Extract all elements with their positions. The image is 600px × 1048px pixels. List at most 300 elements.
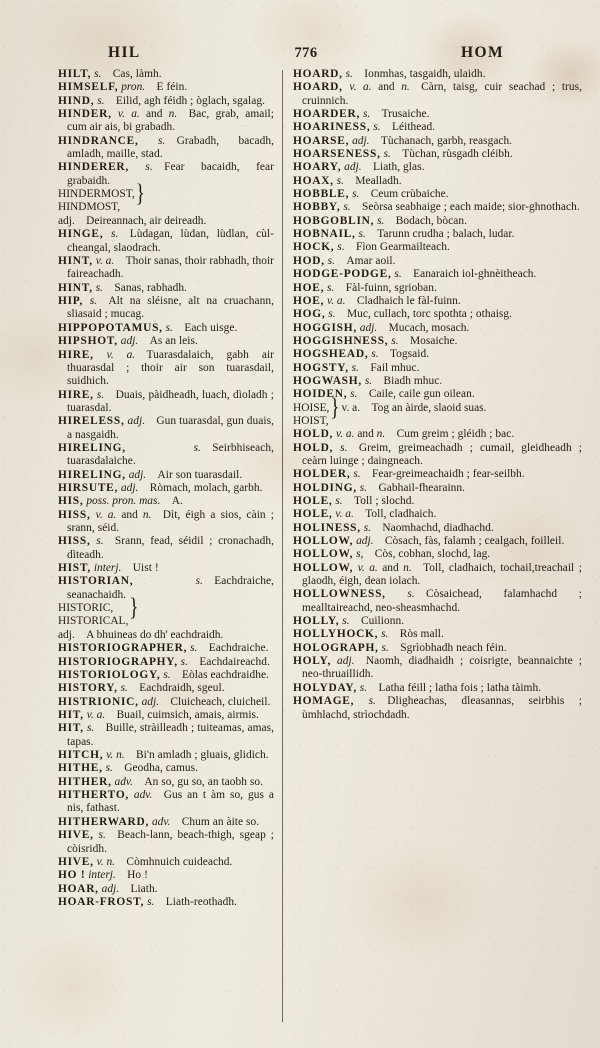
- entry-definition: Srann, fead, séidil ; cronachadh, dìteadh.: [67, 535, 275, 561]
- entry-definition: Gus an t àm so, gus a nis, fathast.: [67, 789, 274, 815]
- entry-definition: Bodach, bòcan.: [395, 214, 468, 227]
- dictionary-entry: [293, 135, 582, 148]
- entry-definition: E féin.: [156, 81, 188, 94]
- entry-part-of-speech: v. a.: [117, 108, 140, 121]
- entry-part-of-speech: s.: [342, 615, 350, 628]
- entry-part-of-speech: adv.: [114, 775, 133, 788]
- dictionary-entry: [58, 883, 274, 896]
- entry-definition: Chum an àite so.: [181, 815, 260, 828]
- dictionary-entry: [293, 508, 582, 521]
- entry-part-of-speech: s.: [336, 174, 344, 187]
- dictionary-entry: [293, 201, 582, 214]
- entry-part-of-speech: s.: [94, 68, 102, 80]
- entry-headword: HOLLYHOCK,: [293, 628, 379, 641]
- entry-part-of-speech: s.: [163, 669, 171, 682]
- entry-headword: HOLD,: [293, 441, 334, 454]
- entry-definition: Muc, cullach, torc spothta ; othaisg.: [346, 308, 513, 321]
- entry-headword: HISTORIOGRAPHY,: [58, 655, 178, 668]
- entry-part-of-speech: v. a.: [95, 508, 117, 521]
- entry-part-of-speech: s.: [97, 94, 105, 107]
- dictionary-entry: [293, 161, 582, 174]
- running-head-right: HOM: [461, 44, 504, 61]
- entry-headword: HOE,: [293, 294, 325, 307]
- entry-part-of-speech: v. a.: [357, 561, 378, 574]
- entry-definition: Biadh mhuc.: [383, 374, 443, 387]
- entry-headword: HOAR-FROST,: [58, 895, 145, 908]
- entry-headword: HINDRANCE,: [58, 134, 139, 147]
- entry-definition: Ròmach, molach, garbh.: [149, 481, 263, 494]
- dictionary-entry: HINDER, v. a. and n. Bac, grab, amail; cum air ais, bi grabadh.: [58, 108, 274, 134]
- entry-definition: Eachdraiche.: [208, 642, 269, 655]
- entry-part-of-speech: v. a.: [335, 508, 354, 521]
- entry-part-of-speech: s.: [351, 361, 359, 374]
- dictionary-entry: [293, 495, 582, 508]
- entry-part-of-speech: s.: [147, 895, 155, 908]
- dictionary-entry: [293, 522, 582, 535]
- dictionary-entry: [293, 615, 582, 628]
- entry-headword: HOLLOW,: [293, 548, 354, 561]
- entry-headword: HINT,: [58, 255, 93, 268]
- entry-part-of-speech: adv.: [133, 789, 153, 802]
- entry-part-of-speech: s.: [407, 588, 415, 601]
- dictionary-entry: HOLLOW, v. a. and n. Toll, cladhaich, tochail,treachail ; glaodh, éigh, dean iolach.: [293, 561, 582, 588]
- entry-part-of-speech-alt: n.: [376, 428, 386, 441]
- entry-definition: Naomhachd, diadhachd.: [382, 521, 494, 534]
- entry-definition: Toll, cladhaich.: [365, 508, 437, 521]
- entry-part-of-speech: s.: [377, 214, 385, 227]
- dictionary-entry: [293, 468, 582, 481]
- entry-headword: HOD,: [293, 254, 325, 267]
- entry-definition: Seòrsa seabhaige ; each maide; sior-ghnothach.: [361, 201, 580, 214]
- dictionary-entry: [293, 255, 582, 268]
- entry-definition: Tog an àirde, slaoid suas.: [371, 401, 487, 414]
- entry-definition: Liath-reothadh.: [165, 895, 238, 908]
- entry-headword: HOBBY,: [293, 201, 341, 214]
- entry-headword: HO !: [58, 869, 86, 882]
- entry-headword: HISTRIONIC,: [58, 695, 139, 708]
- entry-part-of-speech: s.: [383, 148, 391, 161]
- entry-definition: As an leis.: [149, 335, 198, 348]
- entry-part-of-speech: s.: [105, 762, 113, 775]
- dictionary-entry: [293, 148, 582, 161]
- entry-definition: Tarunn crudha ; balach, ludar.: [377, 228, 515, 241]
- entry-part-of-speech: s.: [96, 535, 104, 548]
- dictionary-entry: [58, 81, 274, 94]
- entry-part-of-speech: adj.: [337, 655, 355, 668]
- dictionary-entry: [293, 375, 582, 388]
- entry-definition: Tuarasdalaich, gabh air thuarasdal ; thoir air son tuarasdail, suidhich.: [67, 348, 274, 388]
- dictionary-entry: [58, 415, 274, 442]
- entry-definition: Sgrìobhadh neach féin.: [400, 641, 507, 654]
- dictionary-entry: HOARD, v. a. and n. Càrn, taisg, cuir seachad ; trus, cruinnich.: [293, 81, 582, 107]
- dictionary-entry: [293, 322, 582, 335]
- entry-headword: HOLDER,: [293, 468, 351, 481]
- entry-definition: Ròs mall.: [399, 628, 444, 641]
- entry-headword: HOGSHEAD,: [293, 348, 369, 361]
- entry-part-of-speech: v. n.: [106, 749, 125, 762]
- dictionary-entry: [58, 829, 274, 856]
- entry-definition: Buail, cuimsich, amais, airmis.: [116, 709, 259, 722]
- entry-part-of-speech: adj.: [120, 335, 139, 348]
- entry-part-of-speech: s.: [358, 228, 366, 241]
- entry-part-of-speech: adv.: [151, 815, 171, 828]
- entry-definition: Cladhaich le fàl-fuinn.: [356, 294, 461, 307]
- entry-part-of-speech: s.: [96, 388, 105, 401]
- entry-definition: Deireannach, air deireadh.: [86, 214, 207, 227]
- dictionary-entry: [58, 335, 274, 348]
- entry-definition: Fàl-fuinn, sgrioban.: [345, 281, 437, 294]
- entry-part-of-speech: v. n.: [96, 855, 116, 868]
- entry-headword: HIRSUTE,: [58, 481, 119, 494]
- entry-headword: HOIDEN,: [293, 388, 348, 401]
- dictionary-entry: [58, 282, 274, 295]
- entry-part-of-speech: v. a.: [327, 294, 346, 307]
- entry-headword: HOLOGRAPH,: [293, 641, 379, 654]
- entry-part-of-speech-alt: n.: [403, 561, 412, 574]
- dictionary-entry: [58, 776, 274, 789]
- entry-headword: HOLINESS,: [293, 521, 361, 534]
- dictionary-entry: [58, 161, 274, 188]
- entry-part-of-speech: adj.: [344, 161, 362, 174]
- entry-part-of-speech: s.: [394, 268, 402, 281]
- entry-headword: HINDERER,: [58, 161, 129, 174]
- entry-part-of-speech: s.: [359, 681, 368, 694]
- dictionary-entry: [58, 562, 274, 575]
- entry-headword: HOARD,: [293, 81, 343, 94]
- column-left: [0, 68, 282, 1028]
- page-number: 776: [294, 45, 318, 61]
- entry-part-of-speech: s.: [340, 441, 348, 454]
- dictionary-entry: [293, 308, 582, 321]
- entry-headword: HOARDER,: [293, 108, 361, 121]
- entry-definition: Eachdaireachd.: [199, 655, 270, 668]
- dictionary-entry: [293, 282, 582, 295]
- dictionary-entry: [58, 255, 274, 282]
- entry-definition: Càrn, taisg, cuir seachad ; trus, cruinnich.: [302, 81, 582, 107]
- entry-definition: Greim, greimeachadh ; cumail, gleidheadh ; ceàrn luinge ; daingneach.: [302, 441, 582, 467]
- entry-definition: Eanaraich iol-ghnèitheach.: [413, 268, 537, 281]
- entry-headword: HOLDING,: [293, 481, 357, 494]
- entry-part-of-speech: s.: [87, 722, 95, 735]
- entry-definition: Each uisge.: [184, 321, 238, 334]
- dictionary-entry: [293, 188, 582, 201]
- entry-part-of-speech: s.: [335, 495, 343, 507]
- dictionary-entry: HISS, v. a. and n. Dìt, éigh a sios, càin ; srann, séid.: [58, 508, 274, 534]
- entry-definition: Eòlas eachdraidhe.: [182, 669, 269, 682]
- dictionary-entry: [58, 789, 274, 816]
- entry-definition: Air son tuarasdail.: [157, 468, 243, 481]
- entry-headword: HISTORIOLOGY,: [58, 669, 161, 682]
- entry-part-of-speech: s.: [373, 121, 381, 134]
- dictionary-entry: [58, 482, 274, 495]
- entry-part-of-speech: adj.: [127, 415, 145, 428]
- dictionary-entry: [58, 228, 274, 255]
- entry-definition: Fear bacaidh, fear grabaidh.: [67, 161, 274, 187]
- entry-headword: HODGE-PODGE,: [293, 268, 392, 281]
- entry-part-of-speech: s.: [111, 228, 119, 241]
- dictionary-entry: [293, 335, 582, 348]
- entry-definition: Dìt, éigh a sios, càin ; srann, séid.: [67, 508, 274, 534]
- entry-part-of-speech: poss. pron. mas.: [86, 495, 161, 508]
- dictionary-entry: [58, 135, 274, 162]
- dictionary-entry: [58, 322, 274, 335]
- dictionary-entry: [293, 482, 582, 495]
- entry-headword: HOAX,: [293, 174, 334, 187]
- entry-part-of-speech: adj.: [120, 481, 139, 494]
- entry-headword: HISTORIC,: [58, 602, 114, 615]
- entry-part-of-speech: s.: [165, 321, 173, 334]
- entry-headword: HILT,: [58, 68, 92, 80]
- entry-headword: HISS,: [58, 535, 91, 548]
- entry-part-of-speech: v. a.: [349, 81, 372, 94]
- dictionary-entry: [293, 108, 582, 121]
- entry-headword: HITHERWARD,: [58, 815, 150, 828]
- dictionary-entry: [293, 642, 582, 655]
- entry-part-of-speech: s,: [356, 548, 364, 561]
- entry-headword: HIT,: [58, 722, 84, 735]
- running-head-left: HIL: [108, 44, 141, 61]
- entry-part-of-speech: s.: [337, 241, 345, 254]
- entry-definition: Buille, stràilleadh ; tuiteamas, amas, tapas.: [67, 722, 274, 748]
- entry-definition: Cas, làmh.: [112, 68, 162, 80]
- entry-headword: HISS,: [58, 508, 91, 521]
- entry-definition: Duais, pàidheadh, luach, dìoladh ; tuarasdal.: [67, 388, 274, 414]
- dictionary-entry: [58, 696, 274, 709]
- entry-headword: HOGGISH,: [293, 321, 357, 334]
- entry-definition: Sanas, rabhadh.: [114, 281, 187, 294]
- entry-headword: HOCK,: [293, 241, 335, 254]
- dictionary-entry: [293, 655, 582, 682]
- entry-definition: Ceum crùbaiche.: [370, 188, 449, 201]
- dictionary-entry: [58, 642, 274, 655]
- entry-definition: Còmhnuich cuideachd.: [126, 855, 233, 868]
- dictionary-entry: [293, 241, 582, 254]
- entry-definition: Fail mhuc.: [370, 361, 420, 374]
- dictionary-entry: [58, 682, 274, 695]
- entry-part-of-speech: s.: [391, 334, 399, 347]
- dictionary-entry: [293, 695, 582, 722]
- entry-headword: HINT,: [58, 281, 93, 294]
- entry-definition: Lùdagan, lùdan, lùdlan, cùl-cheangal, slaodrach.: [67, 228, 274, 254]
- dictionary-entry: [58, 68, 274, 81]
- column-divider-rule: [282, 70, 283, 1022]
- entry-definition: Seirbhiseach, tuarasdalaiche.: [67, 441, 274, 468]
- entry-headword: HOARINESS,: [293, 121, 371, 134]
- entry-headword: HIRE,: [58, 388, 94, 401]
- dictionary-entry: [58, 669, 274, 682]
- dictionary-entry: [58, 389, 274, 416]
- entry-headword: HOGGISHNESS,: [293, 334, 389, 347]
- entry-headword: HINGE,: [58, 228, 104, 241]
- entry-part-of-speech: adj.: [101, 882, 120, 895]
- entry-headword: HIVE,: [58, 829, 94, 842]
- dictionary-entry-paired: HOISE, HOIST,} v. a. Tog an àirde, slaoid suas.: [293, 393, 487, 427]
- entry-part-of-speech: interj.: [88, 869, 116, 882]
- entry-definition: Uist !: [132, 562, 159, 574]
- entry-headword: HINDER,: [58, 108, 112, 121]
- entry-part-of-speech: s.: [359, 481, 368, 494]
- entry-definition: Naomh, diadhaidh ; coisrigte, beannaichte ; neo-thruaillidh.: [302, 655, 582, 681]
- dictionary-entry: [58, 295, 274, 322]
- entry-definition: Tùchanach, garbh, reasgach.: [380, 134, 513, 147]
- entry-definition: Bac, grab, amail; cum air ais, bi grabadh.: [67, 108, 274, 134]
- dictionary-entry: [58, 349, 274, 389]
- dictionary-entry: [58, 495, 274, 508]
- entry-part-of-speech: s.: [381, 628, 389, 641]
- entry-part-of-speech: s.: [364, 374, 373, 387]
- dictionary-entry: [293, 268, 582, 281]
- entry-headword-alt: HINDMOST,: [58, 201, 121, 214]
- entry-headword-alt: HOIST,: [293, 414, 329, 427]
- entry-definition: Liath.: [130, 882, 158, 895]
- entry-definition: Bi'n amladh ; gluais, glidich.: [136, 749, 269, 762]
- entry-headword: HIRELING,: [58, 441, 126, 454]
- entry-headword: HIMSELF,: [58, 81, 119, 94]
- entry-part-of-speech: s.: [328, 308, 336, 321]
- entry-part-of-speech: pron.: [121, 81, 146, 94]
- entry-part-of-speech-alt: n.: [142, 508, 152, 521]
- entry-part-of-speech: s.: [362, 108, 371, 121]
- entry-headword: HOLE,: [293, 508, 333, 521]
- running-head: [60, 44, 540, 62]
- entry-definition: A bhuineas do dh' eachdraidh.: [86, 628, 224, 641]
- dictionary-entry: [293, 348, 582, 361]
- entry-headword: HIST,: [58, 562, 91, 574]
- entry-headword: HOE,: [293, 281, 325, 294]
- entry-headword: HITHE,: [58, 762, 103, 775]
- entry-headword: HISTORIAN,: [58, 575, 134, 588]
- entry-headword: HISTORIOGRAPHER,: [58, 642, 188, 655]
- entry-definition: Mealladh.: [355, 174, 402, 187]
- entry-definition: Mucach, mosach.: [388, 321, 470, 334]
- entry-part-of-speech: adj.: [58, 628, 75, 641]
- entry-part-of-speech: s.: [327, 254, 335, 267]
- entry-headword: HITHERTO,: [58, 789, 130, 802]
- entry-headword: HOGWASH,: [293, 374, 362, 387]
- entry-part-of-speech: s.: [89, 295, 97, 308]
- entry-definition: Còsach, fàs, falamh ; cealgach, foilleil.: [384, 535, 565, 548]
- dictionary-entry: [58, 749, 274, 762]
- entry-definition: Fìon Gearmailteach.: [355, 241, 450, 254]
- entry-definition: Léithead.: [391, 121, 436, 134]
- dictionary-entry: [58, 869, 274, 882]
- dictionary-entry: [293, 295, 582, 308]
- entry-definition: Caile, caile gun oilean.: [368, 388, 475, 401]
- entry-headword: HOARY,: [293, 161, 342, 174]
- entry-definition: Liath, glas.: [372, 161, 425, 174]
- entry-part-of-speech: adj.: [352, 134, 370, 147]
- entry-part-of-speech: s.: [352, 188, 360, 201]
- entry-part-of-speech: s.: [371, 348, 379, 361]
- entry-headword: HOAR,: [58, 882, 99, 895]
- entry-headword: HIS,: [58, 495, 84, 508]
- entry-part-of-speech: s.: [368, 695, 376, 708]
- entry-part-of-speech-alt: n.: [168, 108, 178, 121]
- entry-part-of-speech: adj.: [359, 321, 378, 334]
- dictionary-entry: [58, 656, 274, 669]
- entry-part-of-speech: v. a.: [86, 709, 106, 722]
- entry-headword: HOG,: [293, 308, 326, 321]
- entry-definition: Eachdraidh, sgeul.: [139, 682, 225, 695]
- entry-part-of-speech: s.: [195, 575, 203, 588]
- entry-definition: Latha féill ; latha fois ; latha tàimh.: [378, 681, 542, 694]
- entry-headword: HOARSENESS,: [293, 148, 381, 161]
- dictionary-entry: [58, 722, 274, 749]
- entry-definition: Geodha, camus.: [124, 762, 198, 775]
- dictionary-entry: [293, 175, 582, 188]
- entry-headword-alt: HISTORICAL,: [58, 615, 129, 628]
- entry-headword: HOBGOBLIN,: [293, 214, 375, 227]
- entry-part-of-speech: s.: [345, 68, 353, 80]
- entry-headword: HITCH,: [58, 749, 104, 762]
- entry-part-of-speech: adj.: [58, 214, 75, 227]
- entry-definition: Gun tuarasdal, gun duais, a nasgaidh.: [67, 415, 274, 441]
- entry-definition: Cuilionn.: [360, 615, 405, 628]
- entry-part-of-speech: s.: [381, 641, 389, 654]
- entry-part-of-speech: interj.: [93, 562, 122, 574]
- entry-part-of-speech: adj.: [356, 535, 374, 548]
- entry-part-of-speech: s.: [98, 829, 106, 842]
- entry-definition: Ho !: [127, 869, 148, 882]
- dictionary-entry: [293, 215, 582, 228]
- dictionary-entry-paired: HISTORIC, HISTORICAL,}adj. A bhuineas do dh' eachdraidh.: [58, 593, 224, 641]
- dictionary-entry: [293, 68, 582, 81]
- entry-headword: HIPSHOT,: [58, 335, 118, 348]
- dictionary-entry: [293, 628, 582, 641]
- entry-headword: HOBBLE,: [293, 188, 350, 201]
- entry-headword: HOLLOW,: [293, 535, 354, 548]
- dictionary-entry: [293, 588, 582, 615]
- entry-headword: HIRELESS,: [58, 415, 125, 428]
- entry-part-of-speech: s.: [193, 441, 201, 454]
- dictionary-entry: [58, 95, 274, 108]
- entry-definition: Amar aoil.: [346, 254, 396, 267]
- entry-headword: HOLLY,: [293, 615, 340, 628]
- column-right: [283, 68, 600, 1028]
- dictionary-entry: [58, 442, 274, 469]
- entry-definition: Gabhail-fhearainn.: [378, 481, 466, 494]
- entry-definition: A.: [171, 495, 183, 508]
- entry-definition: Fear-greimeachaidh ; fear-seilbh.: [372, 468, 525, 481]
- dictionary-entry: [58, 896, 274, 909]
- entry-definition: Beach-lann, beach-thigh, sgeap ; còisridh.: [67, 829, 274, 855]
- entry-part-of-speech: v. a.: [95, 255, 115, 268]
- entry-definition: Alt na sléisne, alt na cruachann, sliasaid ; mucag.: [67, 295, 274, 321]
- dictionary-entry: [58, 856, 274, 869]
- dictionary-entry: [293, 682, 582, 695]
- dictionary-entry: [58, 535, 274, 562]
- entry-headword: HIRELING,: [58, 468, 126, 481]
- entry-part-of-speech: v. a.: [336, 428, 355, 441]
- entry-definition: Dligheachas, dleasannas, seirbhis ; ùmhlachd, strìochdadh.: [302, 695, 582, 721]
- entry-part-of-speech: s.: [95, 281, 104, 294]
- entry-headword: HOLD,: [293, 428, 334, 441]
- entry-headword: HINDERMOST,: [58, 188, 135, 201]
- entry-headword: HOBNAIL,: [293, 228, 356, 241]
- dictionary-entry: [58, 575, 274, 602]
- entry-definition: Toll, cladhaich, tochail,treachail ; glaodh, éigh, dean iolach.: [302, 561, 582, 588]
- entry-headword: HISTORY,: [58, 682, 118, 695]
- entry-headword: HOLLOW,: [293, 561, 354, 574]
- entry-part-of-speech: adj.: [141, 695, 159, 708]
- entry-definition: Còs, cobhan, slochd, lag.: [374, 548, 491, 561]
- entry-headword: HIVE,: [58, 855, 94, 868]
- entry-definition: Eilid, agh féidh ; òglach, sgalag.: [115, 94, 265, 107]
- entry-part-of-speech: s.: [353, 468, 361, 481]
- entry-headword: HIT,: [58, 709, 84, 722]
- entry-part-of-speech-alt: n.: [401, 81, 410, 94]
- text-columns: [0, 68, 600, 1028]
